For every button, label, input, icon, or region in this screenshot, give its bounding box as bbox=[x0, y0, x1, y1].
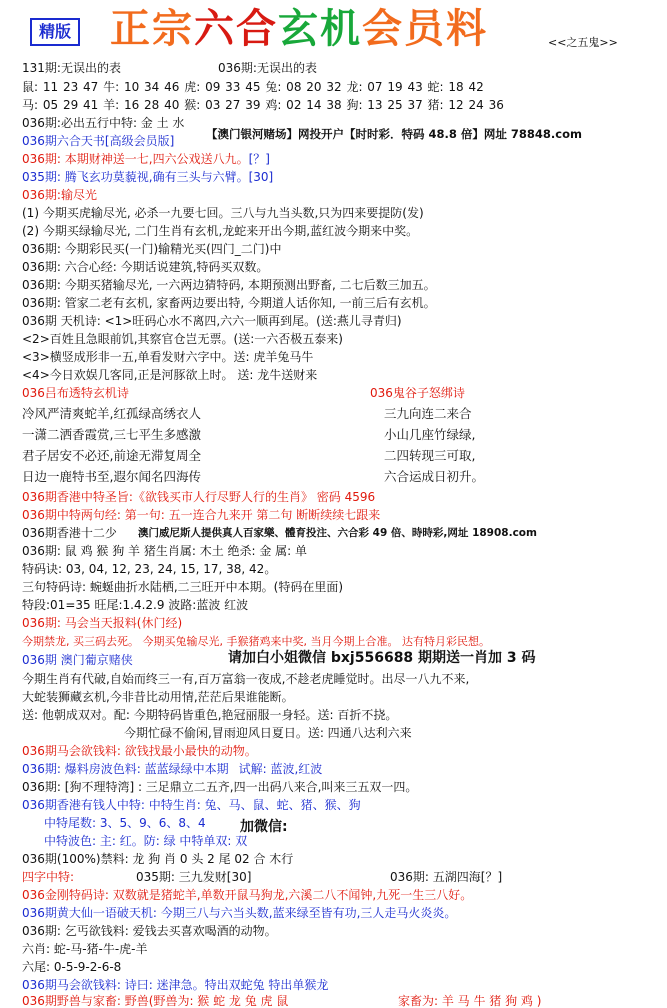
lose-all-item: <4>今日欢娱几客同,正是河豚欲上时。 送: 龙牛送财来 bbox=[22, 368, 318, 382]
wechat-promo: 请加白小姐微信 bxj556688 期期送一肖加 3 码 bbox=[228, 650, 536, 666]
subtitle-tag: <<之五鬼>> bbox=[548, 36, 618, 49]
lose-all-item: (2) 今期买绿输尽光, 二门生肖有玄机,龙蛇来开出今期,蓝红波今期来中奖。 bbox=[22, 224, 419, 238]
tail-numbers-line: 中特尾数: 3、5、9、6、8、4 bbox=[44, 816, 206, 830]
five-elements-line: 036期:必出五行中特: 金 土 水 bbox=[22, 116, 185, 130]
macau-gambler-heading: 036期 澳门葡京赌侠 bbox=[22, 653, 133, 667]
lubu-poem-line: 君子居安不必还,前途无滞复周全 bbox=[22, 448, 201, 463]
jockey-riddle-line: 036期马会欲钱料: 诗曰: 迷津急。特出双蛇兔 特出单猴龙 bbox=[22, 978, 329, 992]
tianshu-heading: 036期六合天书[高级会员版] bbox=[22, 134, 175, 148]
edition-badge: 精版 bbox=[30, 18, 80, 46]
guiguzi-poem-line: 小山几座竹绿绿, bbox=[384, 427, 476, 442]
vajra-poem-line: 036金刚特码诗: 双数就是猪蛇羊,单数开鼠马狗龙,六溪二八不闻钟,九死一生三八好。 bbox=[22, 888, 473, 902]
ad-casino-banner: 【澳门银河赌场】网投开户【时时彩．特码 48.8 倍】网址 78848.com bbox=[206, 127, 582, 141]
lubu-poem-line: 日边一鹿特书至,遐尔闻名四海传 bbox=[22, 469, 201, 484]
lose-all-item: (1) 今期买虎输尽光, 必杀一九要七回。三八与九当头数,只为四来要提防(发) bbox=[22, 206, 424, 220]
banned-line: 036期(100%)禁料: 龙 狗 肖 0 头 2 尾 02 合 木行 bbox=[22, 852, 294, 866]
forbidden-line: 今期禁龙, 买三码去死。 今期买兔输尽光, 手猴猪鸡来中奖, 当月今期上合准。 达有特月彩民想。 bbox=[22, 635, 490, 648]
gambler-line: 今期忙碌不偷闲,冒雨迎风日夏日。送: 四通八达利六来 bbox=[124, 726, 412, 740]
jockey-club-heading: 036期: 马会当天报料(休门经) bbox=[22, 616, 183, 630]
wave-color-line: 036期: 爆料房波色料: 蓝蓝绿绿中本期 试解: 蓝波,红波 bbox=[22, 762, 323, 776]
lose-all-item: 036期: 六合心经: 今期话说建筑,特码买双数。 bbox=[22, 260, 269, 274]
wild-domestic-line: 036期野兽与家畜: 野兽(野兽为: 猴 蛇 龙 兔 虎 鼠 bbox=[22, 994, 289, 1008]
gambler-line: 送: 他朝成双对。配: 今期特码皆重色,艳冠丽服一身轻。送: 百折不挠。 bbox=[22, 708, 398, 722]
six-zodiac-line: 六肖: 蛇-马-猪-牛-虎-羊 bbox=[22, 942, 148, 956]
lubu-poem-heading: 036吕布透特玄机诗 bbox=[22, 386, 129, 400]
lose-all-item: 036期: 管家二老有玄机, 家畜两边要出特, 今期道人话你知, 一前三后有玄机。 bbox=[22, 296, 436, 310]
wong-tai-sin-line: 036期黄大仙一语破天机: 今期三八与六当头数,蓝来绿至皆有功,三人走马火炎炎。 bbox=[22, 906, 457, 920]
dog-ignore-line: 036期: [狗不理特湾] : 三足鼎立二五齐,四一出码八来合,叫来三五双一四。 bbox=[22, 780, 418, 794]
lose-all-item: <2>百姓且急眼前饥,其察官仓岂无票。(送:一六否极五泰来) bbox=[22, 332, 343, 346]
lose-all-item: 036期: 今期彩民买(一门)输精光买(四门_二门)中 bbox=[22, 242, 282, 256]
lose-all-item: <3>横竖成形非一五,单看发财六字中。送: 虎羊兔马牛 bbox=[22, 350, 314, 364]
page-title: 正宗六合玄机会员料 bbox=[110, 6, 488, 52]
lubu-poem-line: 冷风严清爽蛇羊,红孤绿高绣衣人 bbox=[22, 406, 201, 421]
zodiac-row-2: 马: 05 29 41 羊: 16 28 40 猴: 03 27 39 鸡: 02 14 38 狗: 13 25 37 猪: 12 24 36 bbox=[22, 98, 504, 112]
domestic-list: 家畜为: 羊 马 牛 猪 狗 鸡 ) bbox=[398, 994, 542, 1008]
lose-all-item: 036期: 今期买猪输尽光, 一六两边猜特码, 本期预测出野畜, 二七后数三加五。 bbox=[22, 278, 436, 292]
guiguzi-poem-line: 六合运成日初升。 bbox=[384, 469, 485, 484]
gambler-line: 大蛇装狮藏玄机,今非昔比动用情,茫茫后果谁能断。 bbox=[22, 690, 294, 704]
three-line-poem: 三句特码诗: 蜿蜒曲折水陆栖,二三旺开中本期。(特码在里面) bbox=[22, 580, 344, 594]
two-sutra-line: 036期中特两句经: 第一句: 五一连合九来开 第二句 断断续续七跟来 bbox=[22, 508, 381, 522]
ad-venetian-banner: 澳门威尼斯人提供真人百家樂、體育投注、六合彩 49 倍、時時彩,网址 18908.com bbox=[138, 527, 537, 539]
guiguzi-poem-line: 三九向连二来合 bbox=[384, 406, 472, 421]
zodiac-pick-line: 036期: 鼠 鸡 猴 狗 羊 猪生肖属: 木土 绝杀: 金 属: 单 bbox=[22, 544, 308, 558]
guiguzi-poem-line: 二四转现三可取, bbox=[384, 448, 476, 463]
wave-color-pick: 中特波色: 主: 红。防: 绿 中特单双: 双 bbox=[44, 834, 248, 848]
add-wechat-label: 加微信: bbox=[240, 819, 288, 835]
money-riddle-line: 036期马会欲钱料: 欲钱找最小最快的动物。 bbox=[22, 744, 257, 758]
segment-line: 特段:01=35 旺尾:1.4.2.9 波路:蓝波 红波 bbox=[22, 598, 249, 612]
lubu-poem-line: 一潇二洒香霞赏,三七平生多感激 bbox=[22, 427, 201, 442]
four-char-heading: 四字中特: bbox=[22, 870, 75, 884]
tianshu-line-2: 035期: 腾飞玄功莫藐视,确有三头与六臂。[30] bbox=[22, 170, 274, 184]
gambler-line: 今期生肖有代破,自始而终三一有,百万富翁一夜成,不趁老虎睡觉时。出尽一八九不来, bbox=[22, 672, 470, 686]
table-caption-036: 036期:无误出的表 bbox=[218, 61, 317, 75]
zodiac-row-1: 鼠: 11 23 47 牛: 10 34 46 虎: 09 33 45 兔: 08 20 32 龙: 07 19 43 蛇: 18 42 bbox=[22, 80, 484, 94]
four-char-036: 036期: 五湖四海[？] bbox=[390, 870, 503, 884]
guiguzi-poem-heading: 036鬼谷子怒绑诗 bbox=[370, 386, 465, 400]
table-caption-131: 131期:无误出的表 bbox=[22, 61, 121, 75]
hk-twelve-heading: 036期香港十二少 bbox=[22, 526, 117, 540]
lose-all-heading: 036期:输尽光 bbox=[22, 188, 97, 202]
code-formula-line: 特码诀: 03, 04, 12, 23, 24, 15, 17, 38, 42。 bbox=[22, 562, 277, 576]
rich-man-heading: 036期香港有钱人中特: 中特生肖: 兔、马、鼠、蛇、猪、猴、狗 bbox=[22, 798, 361, 812]
lose-all-item: 036期 天机诗: <1>旺码心水不离四,六六一顺再到尾。(送:燕儿寻青归) bbox=[22, 314, 402, 328]
beggar-line: 036期: 乞丐欲钱料: 爱钱去买喜欢喝酒的动物。 bbox=[22, 924, 277, 938]
six-tail-line: 六尾: 0-5-9-2-6-8 bbox=[22, 960, 122, 974]
hk-decree-line: 036期香港中特圣旨:《欲钱买市人行尽野人行的生肖》 密码 4596 bbox=[22, 490, 376, 504]
tianshu-line-1: 036期: 本期财神送一七,四六公戏送八九。[？] bbox=[22, 152, 270, 166]
four-char-035: 035期: 三九发财[30] bbox=[136, 870, 252, 884]
